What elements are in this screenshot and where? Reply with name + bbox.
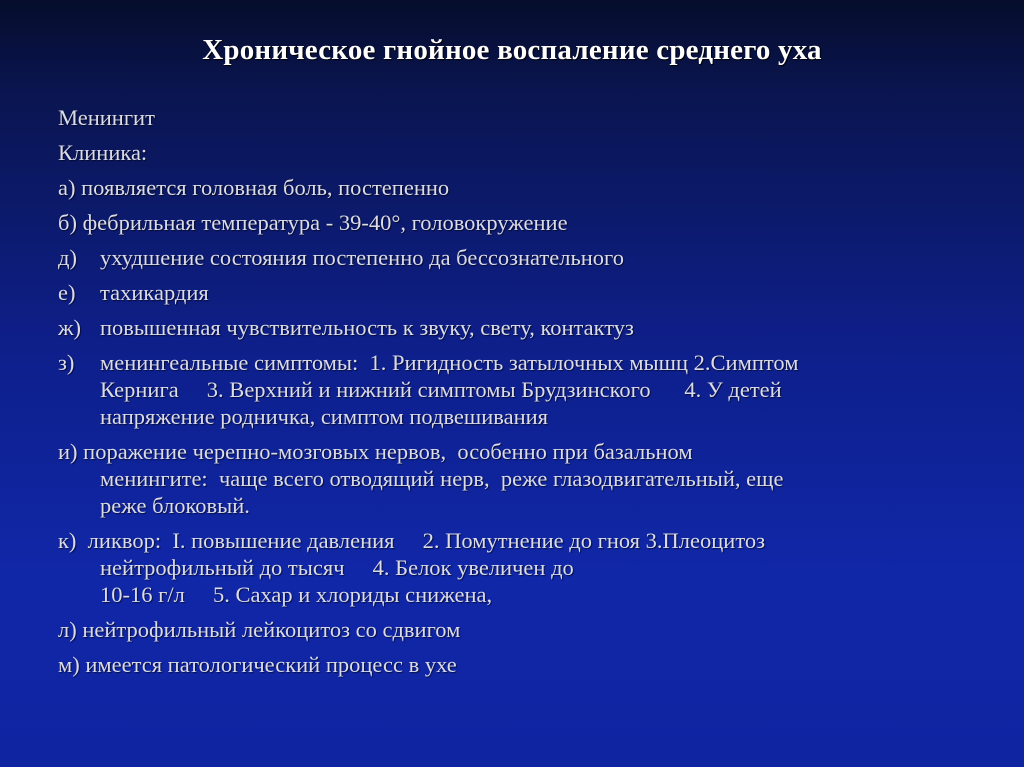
slide-title: Хроническое гнойное воспаление среднего уха bbox=[202, 34, 822, 66]
list-item-b: б) фебрильная температура - 39-40°, головокружение bbox=[58, 210, 568, 235]
heading-meningitis: Менингит bbox=[58, 105, 155, 130]
list-item-line: менингеальные симптомы: 1. Ригидность затылочных мышц 2.Симптом bbox=[100, 350, 799, 375]
list-item-line: Кернига 3. Верхний и нижний симптомы Брудзинского 4. У детей bbox=[100, 377, 782, 402]
list-item-text: повышенная чувствительность к звуку, свету, контактуз bbox=[100, 315, 634, 340]
list-item-text: тахикардия bbox=[100, 280, 209, 305]
subheading-clinic: Клиника: bbox=[58, 140, 148, 165]
list-item-z bbox=[58, 349, 988, 430]
list-item-line: и) поражение черепно-мозговых нервов, особенно при базальном bbox=[58, 439, 693, 464]
list-item-line: нейтрофильный до тысяч 4. Белок увеличен до bbox=[100, 555, 574, 580]
list-marker: з) bbox=[58, 350, 75, 375]
list-marker: д) bbox=[58, 245, 77, 270]
list-item-zh bbox=[58, 314, 988, 341]
list-item-a: а) появляется головная боль, постепенно bbox=[58, 175, 450, 200]
slide-content bbox=[58, 104, 988, 686]
list-item-k bbox=[58, 527, 988, 608]
list-item-d bbox=[58, 244, 988, 271]
list-marker: ж) bbox=[58, 315, 82, 340]
list-marker: е) bbox=[58, 280, 76, 305]
list-item-line: к) ликвор: I. повышение давления 2. Помутнение до гноя 3.Плеоцитоз bbox=[58, 528, 766, 553]
list-item-text bbox=[100, 349, 798, 430]
list-item-line: 10-16 г/л 5. Сахар и хлориды снижена, bbox=[100, 582, 493, 607]
list-item-line: менингите: чаще всего отводящий нерв, реже глазодвигательный, еще bbox=[100, 466, 784, 491]
list-item-l: л) нейтрофильный лейкоцитоз со сдвигом bbox=[58, 617, 461, 642]
list-item-i bbox=[58, 438, 988, 519]
list-item-e bbox=[58, 279, 988, 306]
list-item-text: ухудшение состояния постепенно да бессознательного bbox=[100, 245, 624, 270]
list-item-m: м) имеется патологический процесс в ухе bbox=[58, 652, 457, 677]
list-item-line: напряжение родничка, симптом подвешивания bbox=[100, 404, 549, 429]
list-item-line: реже блоковый. bbox=[100, 493, 250, 518]
